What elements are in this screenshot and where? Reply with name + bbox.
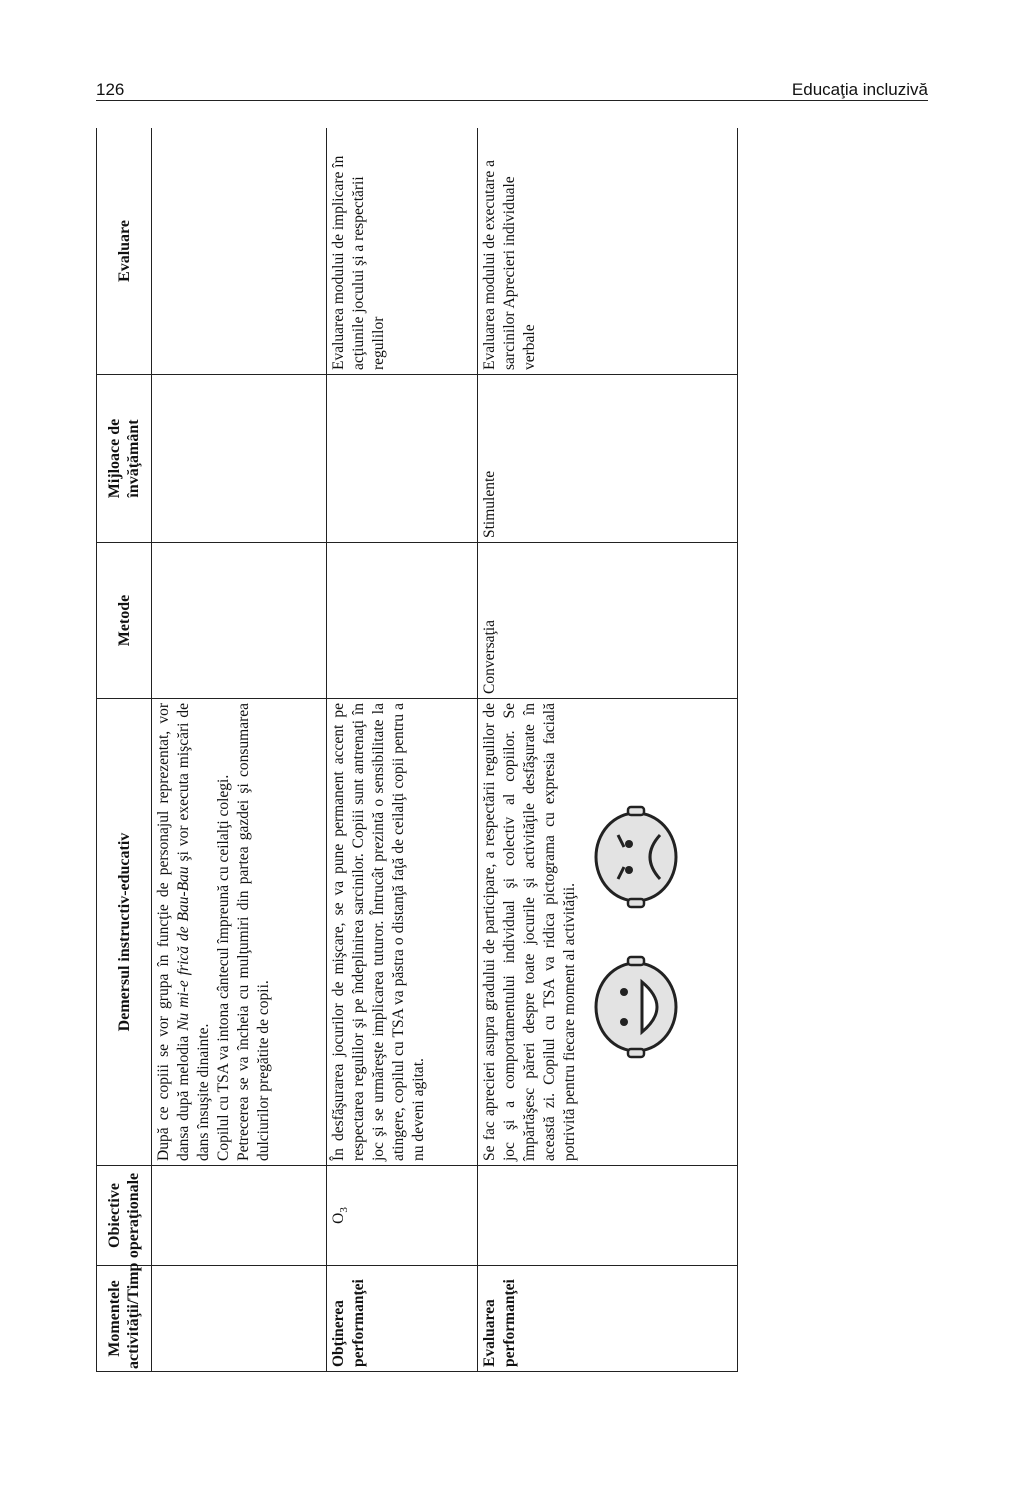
running-title: Educaţia incluzivă	[791, 80, 928, 99]
column-header-moments: Momentele activităţii/Timp	[97, 1266, 152, 1372]
happy-face-icon	[584, 952, 684, 1062]
cell-moment	[152, 1266, 327, 1372]
cell-methods: Conversaţia	[478, 543, 738, 699]
column-header-means: Mijloace de învăţământ	[97, 375, 152, 543]
column-header-objectives: Obiective operaţionale	[97, 1166, 152, 1266]
cell-evaluation: Evaluarea modului de implicare în acţiunile jocului şi a respectării regulilor	[327, 128, 478, 375]
table-row	[478, 128, 738, 1372]
demers-paragraph: Petrecerea se va încheia cu mulţumiri din partea gazdei şi consumarea dulciurilor pregătite de copii.	[235, 703, 272, 1161]
cell-demers: În desfăşurarea jocurilor de mişcare, se va pune permanent accent pe respectarea regulilor şi pe îndeplinirea sarcinilor. Copiii sunt antrenaţi în joc şi se urmăreşte implicarea tuturor. Întrucât prezintă o sensibilitate la atingere, copilul cu TSA va păstra o distanţă faţă de ceilalţi copii pentru a nu deveni agitat.	[327, 699, 478, 1166]
cell-moment: Evaluarea performanţei	[478, 1266, 738, 1372]
column-header-methods: Metode	[97, 543, 152, 699]
table-row	[152, 128, 327, 1372]
sad-face-icon	[584, 802, 684, 912]
header-rule	[96, 100, 928, 101]
rotated-table-container	[96, 128, 738, 1372]
cell-means	[152, 375, 327, 543]
table-row	[327, 128, 478, 1372]
demers-paragraph: Copilul cu TSA va intona cântecul împreună cu ceilalţi colegi.	[215, 774, 232, 1161]
cell-demers	[152, 699, 327, 1166]
cell-means	[327, 375, 478, 543]
lesson-plan-table	[96, 128, 738, 1372]
pictogram-group	[584, 703, 684, 1161]
demers-paragraph: După ce copiii se vor grupa în funcţie de personajul reprezentat, vor dansa după melodia Nu mi-e frică de Bau-Bau şi vor executa mişcări de dans însuşite dinainte.	[155, 702, 212, 1161]
column-header-evaluation: Evaluare	[97, 128, 152, 375]
cell-moment: Obţinerea performanţei	[327, 1266, 478, 1372]
cell-methods	[327, 543, 478, 699]
table-frame	[96, 128, 738, 1372]
column-header-demers: Demersul instructiv-educativ	[97, 699, 152, 1166]
cell-objective	[478, 1166, 738, 1266]
cell-methods	[152, 543, 327, 699]
page-number: 126	[96, 80, 125, 99]
cell-demers	[478, 699, 738, 1166]
cell-means: Stimulente	[478, 375, 738, 543]
cell-evaluation: Evaluarea modului de executare a sarcinilor Aprecieri individuale verbale	[478, 128, 738, 375]
cell-objective	[152, 1166, 327, 1266]
cell-evaluation	[152, 128, 327, 375]
cell-objective: $O_3$	[327, 1166, 478, 1266]
demers-paragraph: Se fac aprecieri asupra gradului de participare, a respectării regulilor de joc şi a comportamentului individual şi colectiv al copiilor. Se împărtăşesc păreri despre toate jocurile şi activităţile desfăşurate în această zi. Copilul cu TSA va ridica pictograma cu expresia facială potrivită pentru fiecare moment al activităţii.	[481, 703, 578, 1161]
table-header-row	[97, 128, 152, 1372]
